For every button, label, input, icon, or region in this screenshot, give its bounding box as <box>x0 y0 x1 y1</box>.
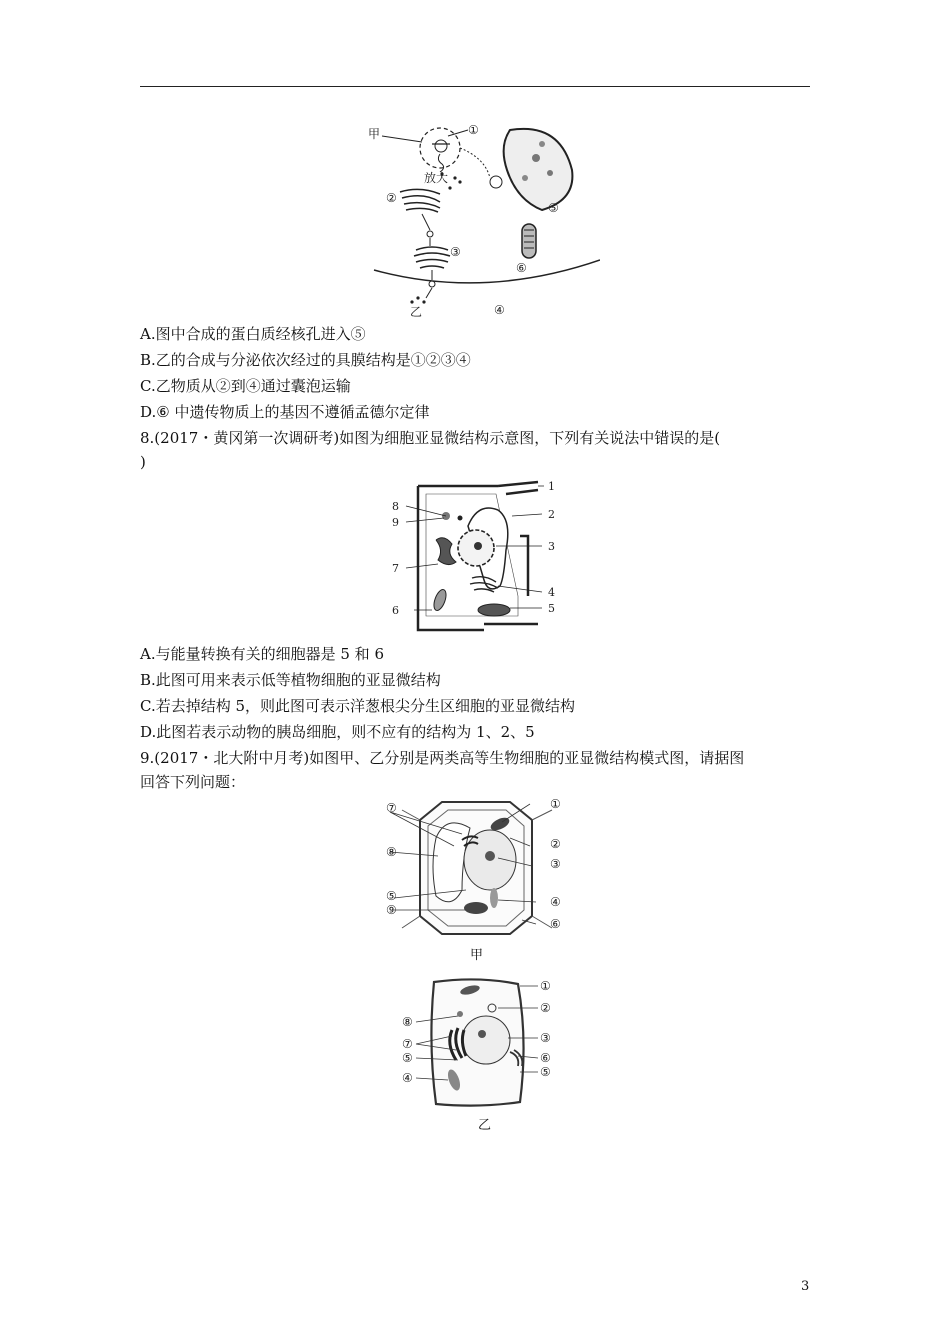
label-fangda: 放大 <box>424 171 449 185</box>
jia-marker-5: ⑤ <box>386 889 397 903</box>
q8-stem-line2: ) <box>140 453 146 471</box>
marker-5: ⑤ <box>548 201 559 215</box>
page-number: 3 <box>801 1279 810 1294</box>
marker-1: ① <box>468 123 479 137</box>
jia-marker-4: ④ <box>550 895 561 909</box>
q7-option-d: D.⑥ 中遗传物质上的基因不遵循孟德尔定律 <box>140 403 430 421</box>
q8-option-b: B.此图可用来表示低等植物细胞的亚显微结构 <box>140 671 441 689</box>
marker-3: ③ <box>450 245 461 259</box>
yi-marker-5b: ⑤ <box>540 1065 551 1079</box>
header-rule <box>140 86 810 87</box>
jia-marker-1: ① <box>550 798 561 811</box>
figure-q9-plant-cell <box>382 798 572 938</box>
yi-marker-5: ⑤ <box>402 1051 413 1065</box>
q8-label-1: 1 <box>548 480 555 493</box>
figure-q8-cell <box>388 476 564 634</box>
figure-q9-animal-cell <box>400 976 560 1108</box>
q8-option-d: D.此图若表示动物的胰岛细胞，则不应有的结构为 1、2、5 <box>140 723 535 741</box>
marker-4: ④ <box>494 303 505 317</box>
yi-marker-7: ⑦ <box>402 1037 413 1051</box>
q8-option-c: C.若去掉结构 5，则此图可表示洋葱根尖分生区细胞的亚显微结构 <box>140 697 576 715</box>
jia-marker-3: ③ <box>550 857 561 871</box>
marker-6: ⑥ <box>516 261 527 275</box>
q7-option-a: A.图中合成的蛋白质经核孔进入⑤ <box>140 325 366 343</box>
figure-secretion-pathway <box>360 118 600 318</box>
q8-label-2: 2 <box>548 508 555 521</box>
q8-label-7: 7 <box>392 562 399 575</box>
q8-option-a: A.与能量转换有关的细胞器是 5 和 6 <box>140 645 384 663</box>
q8-label-6: 6 <box>392 604 399 617</box>
jia-marker-2: ② <box>550 837 561 851</box>
q9-stem-line2: 回答下列问题： <box>140 773 246 791</box>
yi-marker-4: ④ <box>402 1071 413 1085</box>
q9-stem-line1: 9.(2017・北大附中月考)如图甲、乙分别是两类高等生物细胞的亚显微结构模式图，请据图 <box>140 749 745 767</box>
q8-label-4: 4 <box>548 586 555 599</box>
q8-label-5: 5 <box>548 602 555 615</box>
yi-marker-1: ① <box>540 979 551 993</box>
jia-marker-9: ⑨ <box>386 903 397 917</box>
caption-jia: 甲 <box>470 948 484 963</box>
q8-label-8: 8 <box>392 500 399 513</box>
q8-label-3: 3 <box>548 540 555 553</box>
jia-marker-8: ⑧ <box>386 845 397 859</box>
jia-marker-6: ⑥ <box>550 917 561 931</box>
q8-stem-line1: 8.(2017・黄冈第一次调研考)如图为细胞亚显微结构示意图，下列有关说法中错误的是( <box>140 429 721 447</box>
yi-marker-6: ⑥ <box>540 1051 551 1065</box>
jia-marker-7: ⑦ <box>386 801 397 815</box>
yi-marker-3: ③ <box>540 1031 551 1045</box>
yi-marker-2: ② <box>540 1001 551 1015</box>
label-yi: 乙 <box>410 305 423 318</box>
marker-2: ② <box>386 191 397 205</box>
q8-label-9: 9 <box>392 516 399 529</box>
yi-marker-8: ⑧ <box>402 1015 413 1029</box>
q7-option-b: B.乙的合成与分泌依次经过的具膜结构是①②③④ <box>140 351 471 369</box>
q7-option-c: C.乙物质从②到④通过囊泡运输 <box>140 377 351 395</box>
caption-yi: 乙 <box>478 1118 492 1133</box>
label-jia: 甲 <box>368 127 381 141</box>
